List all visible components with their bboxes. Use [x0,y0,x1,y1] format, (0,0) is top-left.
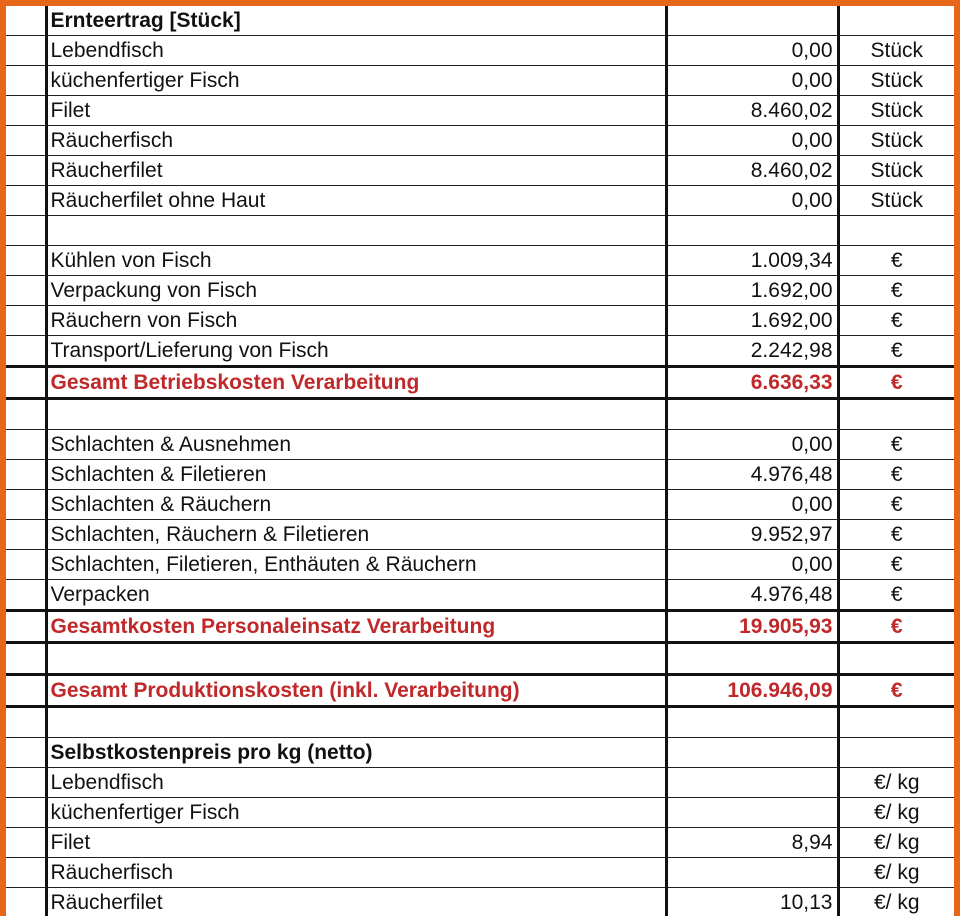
label-cell[interactable]: Schlachten, Räuchern & Filetieren [46,520,666,550]
row-header-cell[interactable] [6,186,46,216]
value-cell[interactable] [666,798,838,828]
table-row [6,336,954,367]
value-cell[interactable]: 0,00 [666,490,838,520]
unit-cell[interactable]: €/ kg [838,828,954,858]
unit-cell[interactable] [838,6,954,36]
label-cell[interactable]: Räucherfisch [46,126,666,156]
label-cell[interactable]: Verpackung von Fisch [46,276,666,306]
table-row [6,367,954,399]
value-cell[interactable] [666,643,838,675]
unit-cell[interactable]: € [838,490,954,520]
label-cell[interactable]: Schlachten, Filetieren, Enthäuten & Räuchern [46,550,666,580]
unit-cell[interactable]: € [838,460,954,490]
row-header-cell[interactable] [6,858,46,888]
label-cell[interactable]: Filet [46,96,666,126]
row-header-cell[interactable] [6,156,46,186]
unit-cell[interactable]: € [838,336,954,367]
label-cell[interactable] [46,643,666,675]
value-cell[interactable] [666,6,838,36]
value-cell[interactable] [666,707,838,738]
label-cell[interactable]: Gesamt Betriebskosten Verarbeitung [46,367,666,399]
label-cell[interactable]: Räucherfisch [46,858,666,888]
table-row [6,643,954,675]
unit-cell[interactable]: € [838,550,954,580]
label-cell[interactable]: Schlachten & Räuchern [46,490,666,520]
label-cell[interactable]: Räucherfilet [46,156,666,186]
table-row [6,6,954,36]
unit-cell[interactable]: € [838,276,954,306]
table-row [6,768,954,798]
unit-cell[interactable]: Stück [838,156,954,186]
value-cell[interactable]: 0,00 [666,550,838,580]
table-row [6,611,954,643]
table-row [6,858,954,888]
table-row [6,675,954,707]
table-row [6,216,954,246]
label-cell[interactable]: Ernteertrag [Stück] [46,6,666,36]
table-row [6,430,954,460]
label-cell[interactable]: Räuchern von Fisch [46,306,666,336]
row-header-cell[interactable] [6,306,46,336]
value-cell[interactable]: 4.976,48 [666,580,838,611]
row-header-cell[interactable] [6,126,46,156]
table-row [6,36,954,66]
table-row [6,707,954,738]
unit-cell[interactable]: €/ kg [838,768,954,798]
row-header-cell[interactable] [6,798,46,828]
unit-cell[interactable]: € [838,580,954,611]
value-cell[interactable]: 10,13 [666,888,838,916]
table-row [6,306,954,336]
value-cell[interactable] [666,858,838,888]
value-cell[interactable]: 6.636,33 [666,367,838,399]
unit-cell[interactable] [838,643,954,675]
table-row [6,399,954,430]
table-row [6,798,954,828]
label-cell[interactable]: Schlachten & Ausnehmen [46,430,666,460]
value-cell[interactable]: 0,00 [666,36,838,66]
row-header-cell[interactable] [6,336,46,367]
unit-cell[interactable]: Stück [838,126,954,156]
value-cell[interactable]: 0,00 [666,430,838,460]
unit-cell[interactable]: € [838,611,954,643]
label-cell[interactable]: Räucherfilet [46,888,666,916]
value-cell[interactable]: 2.242,98 [666,336,838,367]
row-header-cell[interactable] [6,216,46,246]
row-header-cell[interactable] [6,828,46,858]
value-cell[interactable]: 9.952,97 [666,520,838,550]
label-cell[interactable]: küchenfertiger Fisch [46,798,666,828]
unit-cell[interactable] [838,399,954,430]
table-row [6,828,954,858]
table-row [6,246,954,276]
value-cell[interactable]: 0,00 [666,186,838,216]
row-header-cell[interactable] [6,36,46,66]
value-cell[interactable]: 0,00 [666,126,838,156]
value-cell[interactable] [666,738,838,768]
table-row [6,738,954,768]
label-cell[interactable]: Gesamt Produktionskosten (inkl. Verarbeitung) [46,675,666,707]
unit-cell[interactable]: €/ kg [838,888,954,916]
value-cell[interactable]: 106.946,09 [666,675,838,707]
unit-cell[interactable]: Stück [838,186,954,216]
unit-cell[interactable]: Stück [838,36,954,66]
table-row [6,520,954,550]
value-cell[interactable]: 4.976,48 [666,460,838,490]
value-cell[interactable]: 8.460,02 [666,96,838,126]
value-cell[interactable]: 0,00 [666,66,838,96]
value-cell[interactable] [666,216,838,246]
value-cell[interactable]: 8.460,02 [666,156,838,186]
value-cell[interactable]: 19.905,93 [666,611,838,643]
row-header-cell[interactable] [6,888,46,916]
row-header-cell[interactable] [6,490,46,520]
row-header-cell[interactable] [6,367,46,399]
row-header-cell[interactable] [6,6,46,36]
row-header-cell[interactable] [6,768,46,798]
row-header-cell[interactable] [6,643,46,675]
value-cell[interactable]: 8,94 [666,828,838,858]
row-header-cell[interactable] [6,520,46,550]
value-cell[interactable] [666,768,838,798]
label-cell[interactable]: Verpacken [46,580,666,611]
label-cell[interactable] [46,216,666,246]
unit-cell[interactable]: Stück [838,96,954,126]
unit-cell[interactable] [838,216,954,246]
row-header-cell[interactable] [6,66,46,96]
table-row [6,460,954,490]
label-cell[interactable]: Lebendfisch [46,36,666,66]
value-cell[interactable]: 1.692,00 [666,306,838,336]
row-header-cell[interactable] [6,738,46,768]
table-row [6,66,954,96]
label-cell[interactable]: Transport/Lieferung von Fisch [46,336,666,367]
table-row [6,550,954,580]
value-cell[interactable] [666,399,838,430]
unit-cell[interactable]: €/ kg [838,858,954,888]
value-cell[interactable]: 1.692,00 [666,276,838,306]
row-header-cell[interactable] [6,460,46,490]
label-cell[interactable]: Lebendfisch [46,768,666,798]
table-row [6,96,954,126]
row-header-cell[interactable] [6,707,46,738]
row-header-cell[interactable] [6,430,46,460]
label-cell[interactable]: Gesamtkosten Personaleinsatz Verarbeitung [46,611,666,643]
unit-cell[interactable] [838,738,954,768]
unit-cell[interactable]: € [838,246,954,276]
label-cell[interactable]: Räucherfilet ohne Haut [46,186,666,216]
row-header-cell[interactable] [6,399,46,430]
unit-cell[interactable]: € [838,675,954,707]
unit-cell[interactable] [838,707,954,738]
table-row [6,490,954,520]
value-cell[interactable]: 1.009,34 [666,246,838,276]
unit-cell[interactable]: € [838,306,954,336]
table-row [6,156,954,186]
label-cell[interactable]: Kühlen von Fisch [46,246,666,276]
unit-cell[interactable]: Stück [838,66,954,96]
label-cell[interactable]: Filet [46,828,666,858]
table-row [6,126,954,156]
row-header-cell[interactable] [6,276,46,306]
unit-cell[interactable]: € [838,430,954,460]
row-header-cell[interactable] [6,96,46,126]
label-cell[interactable]: Schlachten & Filetieren [46,460,666,490]
row-header-cell[interactable] [6,580,46,611]
table-row [6,888,954,916]
label-cell[interactable]: Selbstkostenpreis pro kg (netto) [46,738,666,768]
label-cell[interactable] [46,707,666,738]
cost-table [6,6,954,916]
unit-cell[interactable]: €/ kg [838,798,954,828]
label-cell[interactable]: küchenfertiger Fisch [46,66,666,96]
spreadsheet [6,6,954,916]
row-header-cell[interactable] [6,246,46,276]
unit-cell[interactable]: € [838,520,954,550]
table-row [6,186,954,216]
row-header-cell[interactable] [6,611,46,643]
unit-cell[interactable]: € [838,367,954,399]
label-cell[interactable] [46,399,666,430]
table-row [6,580,954,611]
row-header-cell[interactable] [6,675,46,707]
table-row [6,276,954,306]
row-header-cell[interactable] [6,550,46,580]
